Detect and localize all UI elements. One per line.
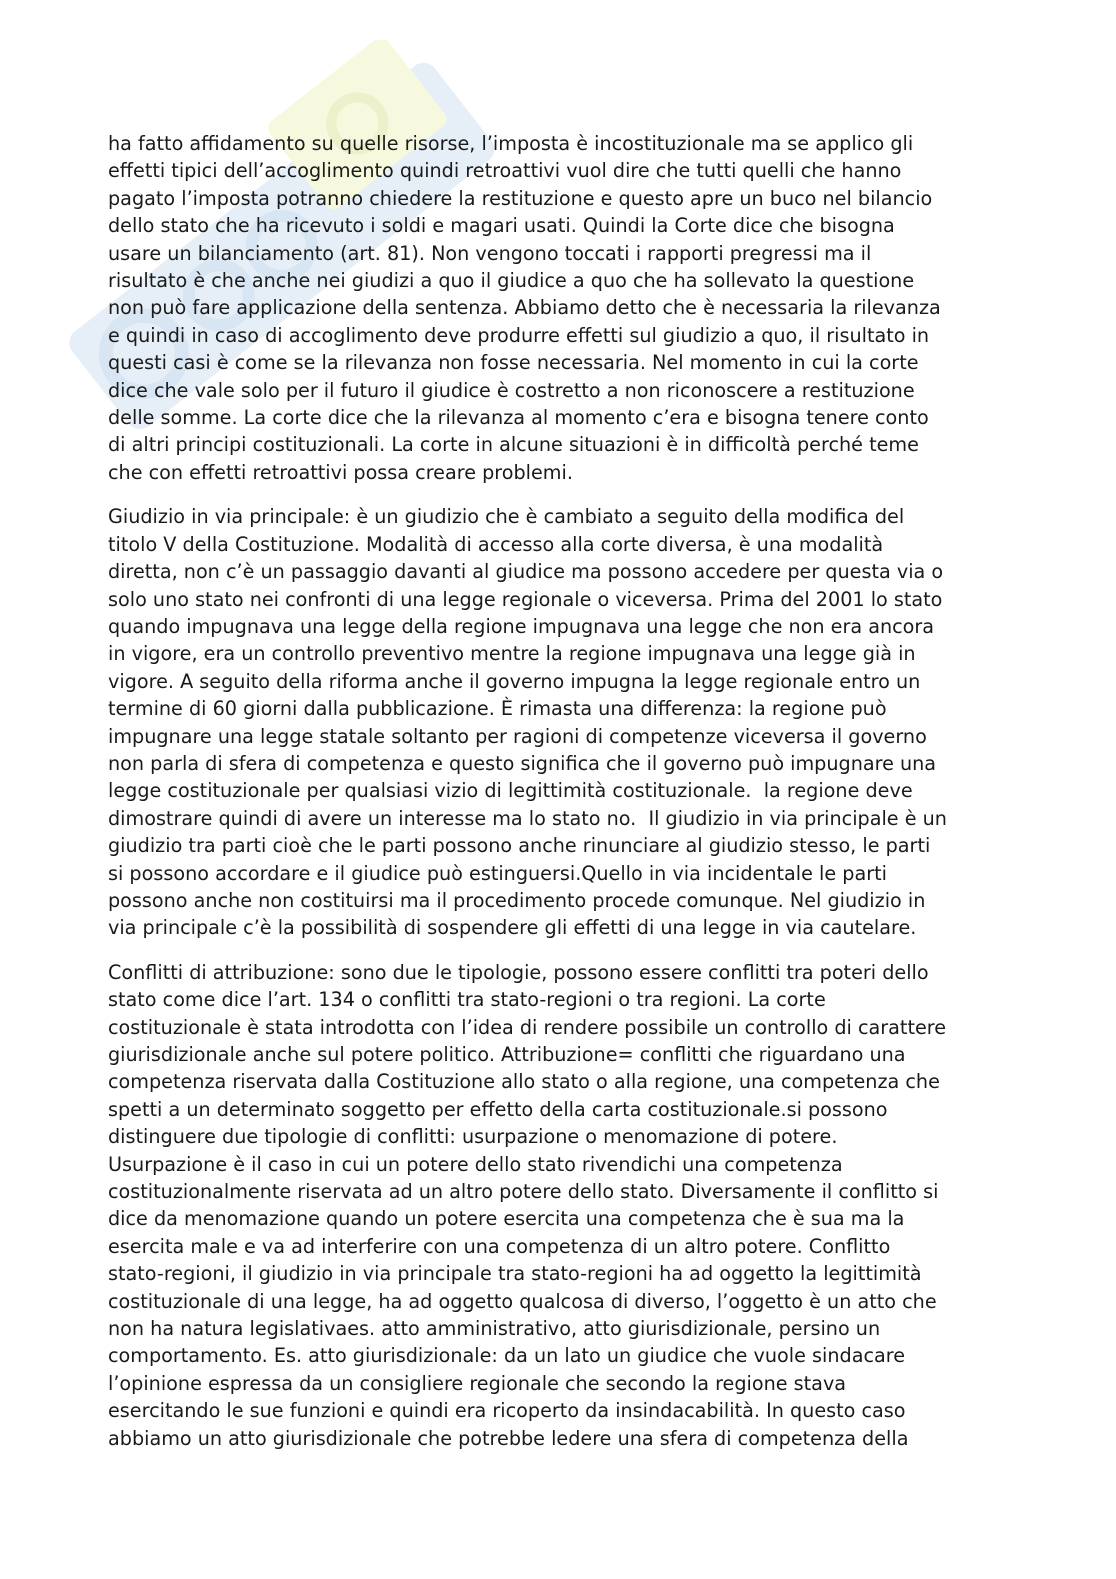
paragraph-effetti-retroattivi: ha fatto affidamento su quelle risorse, l’imposta è incostituzionale ma se applico gli effetti tipici dell’accoglimento quindi retroattivi vuol dire che tutti quelli che hanno pagato l’imposta potranno chiedere la restituzione e questo apre un buco nel bilancio dello stato che ha ricevuto i soldi e magari usati. Quindi la Corte dice che bisogna usare un bilanciamento (art. 81). Non vengono toccati i rapporti pregressi ma il risultato è che anche nei giudizi a quo il giudice a quo che ha sollevato la questione non può fare applicazione della sentenza. Abbiamo detto che è necessaria la rilevanza e quindi in caso di accoglimento deve produrre effetti sul giudizio a quo, il risultato in questi casi è come se la rilevanza non fosse necessaria. Nel momento in cui la corte dice che vale solo per il futuro il giudice è costretto a non riconoscere a restituzione delle somme. La corte dice che la rilevanza al momento c’era e bisogna tenere conto di altri principi costituzionali. La corte in alcune situazioni è in difficoltà perché teme che con effetti retroattivi possa creare problemi. — [108, 132, 941, 484]
paragraph-conflitti-attribuzione: Conflitti di attribuzione: sono due le tipologie, possono essere conflitti tra poteri dello stato come dice l’art. 134 o conflitti tra stato-regioni o tra regioni. La corte costituzionale è stata introdotta con l’idea di rendere possibile un controllo di carattere giurisdizionale anche sul potere politico. Attribuzione= conflitti che riguardano una competenza riservata dalla Costituzione allo stato o alla regione, una competenza che spetti a un determinato soggetto per effetto della carta costituzionale.si possono distinguere due tipologie di conflitti: usurpazione o menomazione di potere. Usurpazione è il caso in cui un potere dello stato rivendichi una competenza costituzionalmente riservata ad un altro potere dello stato. Diversamente il conflitto si dice da menomazione quando un potere esercita una competenza che è sua ma la esercita male e va ad interferire con una competenza di un altro potere. Conflitto stato-regioni, il giudizio in via principale tra stato-regioni ha ad oggetto la legittimità costituzionale di una legge, ha ad oggetto qualcosa di diverso, l’oggetto è un atto che non ha natura legislativaes. atto amministrativo, atto giurisdizionale, persino un comportamento. Es. atto giurisdizionale: da un lato un giudice che vuole sindacare l’opinione espressa da un consigliere regionale che secondo la regione stava esercitando le sue funzioni e quindi era ricoperto da insindacabilità. In questo caso abbiamo un atto giurisdizionale che potrebbe ledere una sfera di competenza della — [108, 960, 947, 1450]
document-body — [108, 130, 1008, 1469]
paragraph-giudizio-via-principale: Giudizio in via principale: è un giudizio che è cambiato a seguito della modifica del titolo V della Costituzione. Modalità di accesso alla corte diversa, è una modalità diretta, non c’è un passaggio davanti al giudice ma possono accedere per questa via o solo uno stato nei confronti di una legge regionale o viceversa. Prima del 2001 lo stato quando impugnava una legge della regione impugnava una legge che non era ancora in vigore, era un controllo preventivo mentre la regione impugnava una legge già in vigore. A seguito della riforma anche il governo impugna la legge regionale entro un termine di 60 giorni dalla pubblicazione. È rimasta una differenza: la regione può impugnare una legge statale soltanto per ragioni di competenze viceversa il governo non parla di sfera di competenza e questo significa che il governo può impugnare una legge costituzionale per qualsiasi vizio di legittimità costituzionale. la regione deve dimostrare quindi di avere un interesse ma lo stato no. Il giudizio in via principale è un giudizio tra parti cioè che le parti possono anche rinunciare al giudizio stesso, le parti si possono accordare e il giudice può estinguersi.Quello in via incidentale le parti possono anche non costituirsi ma il procedimento procede comunque. Nel giudizio in via principale c’è la possibilità di sospendere gli effetti di una legge in via cautelare. — [108, 505, 947, 940]
